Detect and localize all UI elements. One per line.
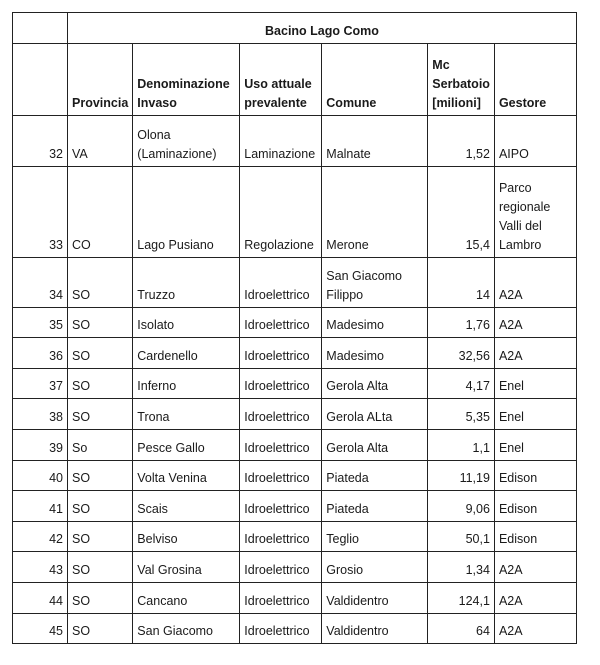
cell-provincia: SO — [68, 552, 133, 583]
table-row — [13, 258, 577, 308]
cell-denominazione: Inferno — [133, 369, 240, 399]
row-number: 42 — [13, 522, 68, 552]
cell-mc-serbatoio: 32,56 — [428, 338, 495, 369]
row-number: 45 — [13, 614, 68, 644]
cell-comune: Malnate — [322, 116, 428, 167]
header-uso: Uso attuale prevalente — [240, 44, 322, 116]
cell-provincia: SO — [68, 258, 133, 308]
cell-provincia: VA — [68, 116, 133, 167]
row-number: 35 — [13, 308, 68, 338]
cell-provincia: So — [68, 430, 133, 461]
table-row — [13, 167, 577, 258]
cell-denominazione: Cancano — [133, 583, 240, 614]
table-row — [13, 116, 577, 167]
cell-mc-serbatoio: 9,06 — [428, 491, 495, 522]
row-number: 41 — [13, 491, 68, 522]
cell-provincia: SO — [68, 399, 133, 430]
cell-denominazione: Lago Pusiano — [133, 167, 240, 258]
cell-denominazione: Val Grosina — [133, 552, 240, 583]
cell-uso: Idroelettrico — [240, 491, 322, 522]
cell-uso: Regolazione — [240, 167, 322, 258]
row-number: 40 — [13, 461, 68, 491]
row-number: 39 — [13, 430, 68, 461]
cell-denominazione: Cardenello — [133, 338, 240, 369]
cell-denominazione: Isolato — [133, 308, 240, 338]
cell-denominazione: Volta Venina — [133, 461, 240, 491]
table-row — [13, 614, 577, 644]
table-row — [13, 552, 577, 583]
cell-comune: Merone — [322, 167, 428, 258]
cell-comune: Gerola Alta — [322, 430, 428, 461]
cell-denominazione: Truzzo — [133, 258, 240, 308]
cell-uso: Idroelettrico — [240, 461, 322, 491]
cell-gestore: Enel — [494, 369, 576, 399]
cell-provincia: SO — [68, 614, 133, 644]
cell-uso: Idroelettrico — [240, 552, 322, 583]
cell-gestore: Edison — [494, 491, 576, 522]
cell-provincia: CO — [68, 167, 133, 258]
cell-gestore: A2A — [494, 258, 576, 308]
row-number: 36 — [13, 338, 68, 369]
cell-comune: Gerola ALta — [322, 399, 428, 430]
cell-gestore: Edison — [494, 461, 576, 491]
row-number: 44 — [13, 583, 68, 614]
cell-comune: Valdidentro — [322, 583, 428, 614]
table-row — [13, 308, 577, 338]
table-row — [13, 491, 577, 522]
header-denominazione: Denominazione Invaso — [133, 44, 240, 116]
cell-gestore: AIPO — [494, 116, 576, 167]
cell-comune: San Giacomo Filippo — [322, 258, 428, 308]
cell-mc-serbatoio: 64 — [428, 614, 495, 644]
cell-comune: Teglio — [322, 522, 428, 552]
cell-provincia: SO — [68, 522, 133, 552]
cell-mc-serbatoio: 5,35 — [428, 399, 495, 430]
cell-mc-serbatoio: 1,76 — [428, 308, 495, 338]
cell-denominazione: Olona (Laminazione) — [133, 116, 240, 167]
cell-mc-serbatoio: 15,4 — [428, 167, 495, 258]
cell-gestore: Parco regionale Valli del Lambro — [494, 167, 576, 258]
header-gestore: Gestore — [494, 44, 576, 116]
cell-comune: Grosio — [322, 552, 428, 583]
cell-uso: Idroelettrico — [240, 369, 322, 399]
table-row — [13, 461, 577, 491]
row-number: 43 — [13, 552, 68, 583]
cell-provincia: SO — [68, 461, 133, 491]
table-row — [13, 338, 577, 369]
cell-uso: Idroelettrico — [240, 308, 322, 338]
cell-uso: Idroelettrico — [240, 614, 322, 644]
header-row — [13, 44, 577, 116]
corner-cell — [13, 13, 68, 44]
cell-comune: Madesimo — [322, 338, 428, 369]
row-number: 33 — [13, 167, 68, 258]
table-row — [13, 369, 577, 399]
header-comune: Comune — [322, 44, 428, 116]
cell-gestore: A2A — [494, 338, 576, 369]
cell-uso: Idroelettrico — [240, 338, 322, 369]
row-number: 32 — [13, 116, 68, 167]
cell-comune: Piateda — [322, 461, 428, 491]
table-row — [13, 583, 577, 614]
cell-gestore: A2A — [494, 614, 576, 644]
row-number: 37 — [13, 369, 68, 399]
cell-provincia: SO — [68, 308, 133, 338]
cell-denominazione: Belviso — [133, 522, 240, 552]
cell-gestore: Enel — [494, 399, 576, 430]
title-row — [13, 13, 577, 44]
cell-provincia: SO — [68, 369, 133, 399]
cell-gestore: Edison — [494, 522, 576, 552]
table-row — [13, 430, 577, 461]
cell-mc-serbatoio: 50,1 — [428, 522, 495, 552]
cell-comune: Piateda — [322, 491, 428, 522]
cell-mc-serbatoio: 11,19 — [428, 461, 495, 491]
cell-mc-serbatoio: 1,34 — [428, 552, 495, 583]
cell-provincia: SO — [68, 583, 133, 614]
cell-gestore: Enel — [494, 430, 576, 461]
cell-gestore: A2A — [494, 583, 576, 614]
cell-denominazione: Scais — [133, 491, 240, 522]
cell-gestore: A2A — [494, 552, 576, 583]
cell-comune: Gerola Alta — [322, 369, 428, 399]
cell-uso: Idroelettrico — [240, 258, 322, 308]
cell-provincia: SO — [68, 491, 133, 522]
header-mc-serbatoio: Mc Serbatoio [milioni] — [428, 44, 495, 116]
cell-mc-serbatoio: 124,1 — [428, 583, 495, 614]
cell-comune: Madesimo — [322, 308, 428, 338]
cell-uso: Idroelettrico — [240, 583, 322, 614]
cell-mc-serbatoio: 1,1 — [428, 430, 495, 461]
header-index-cell — [13, 44, 68, 116]
row-number: 34 — [13, 258, 68, 308]
cell-gestore: A2A — [494, 308, 576, 338]
cell-mc-serbatoio: 1,52 — [428, 116, 495, 167]
reservoir-table — [12, 12, 577, 644]
cell-mc-serbatoio: 4,17 — [428, 369, 495, 399]
table-row — [13, 522, 577, 552]
cell-denominazione: San Giacomo — [133, 614, 240, 644]
cell-provincia: SO — [68, 338, 133, 369]
cell-uso: Idroelettrico — [240, 522, 322, 552]
cell-uso: Idroelettrico — [240, 430, 322, 461]
cell-denominazione: Pesce Gallo — [133, 430, 240, 461]
table-row — [13, 399, 577, 430]
cell-comune: Valdidentro — [322, 614, 428, 644]
table-title: Bacino Lago Como — [68, 13, 577, 44]
cell-mc-serbatoio: 14 — [428, 258, 495, 308]
cell-denominazione: Trona — [133, 399, 240, 430]
header-provincia: Provincia — [68, 44, 133, 116]
cell-uso: Laminazione — [240, 116, 322, 167]
row-number: 38 — [13, 399, 68, 430]
cell-uso: Idroelettrico — [240, 399, 322, 430]
